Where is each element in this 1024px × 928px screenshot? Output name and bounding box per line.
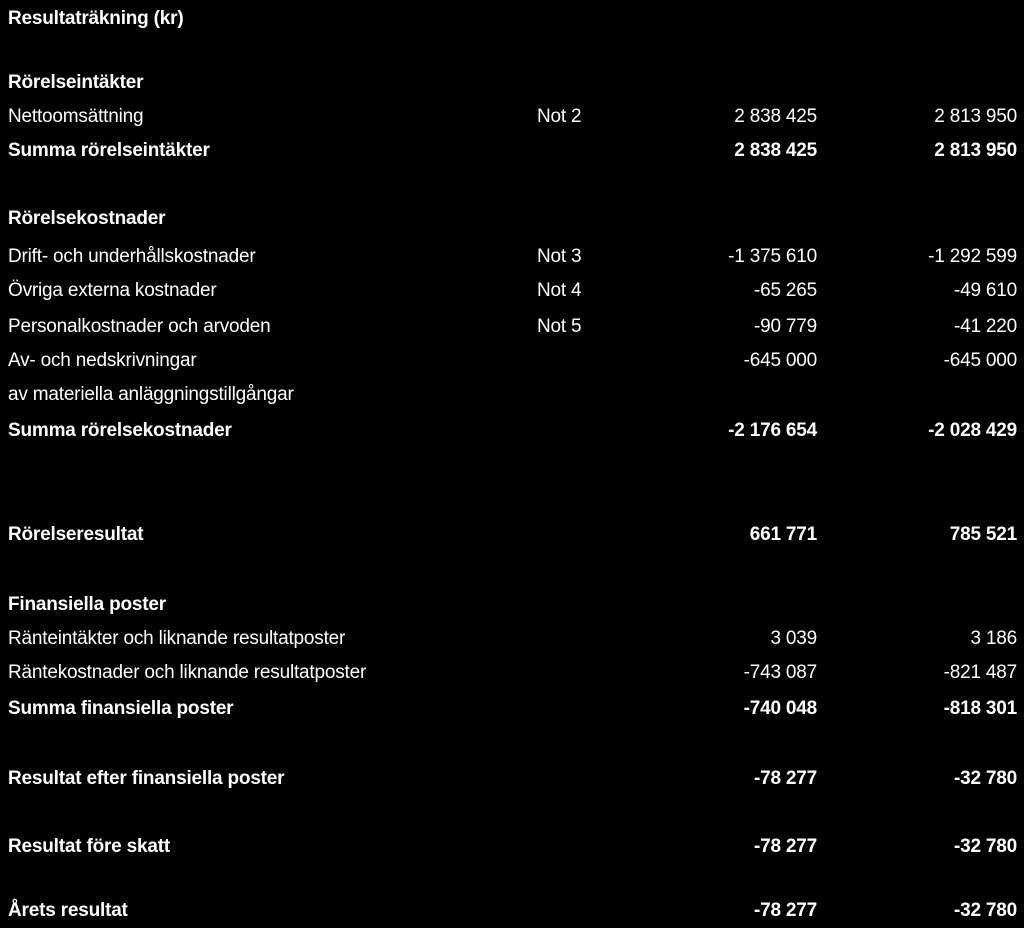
total-row — [0, 692, 1024, 726]
current-year-value: -78 277 — [753, 836, 817, 857]
table-row — [0, 100, 1024, 134]
current-year-value: -65 265 — [753, 280, 817, 301]
result-before-tax-row — [0, 830, 1024, 864]
row-label: Årets resultat — [8, 900, 128, 921]
note-ref: Not 4 — [537, 280, 582, 301]
row-label: Av- och nedskrivningar — [8, 350, 197, 371]
row-label: Ränteintäkter och liknande resultatposter — [8, 628, 346, 649]
current-year-value: 2 838 425 — [734, 140, 817, 161]
row-label: Resultat före skatt — [8, 836, 170, 857]
note-ref: Not 3 — [537, 246, 582, 267]
row-label: Summa finansiella poster — [8, 698, 234, 719]
table-row — [0, 622, 1024, 656]
note-ref: Not 2 — [537, 106, 582, 127]
row-label: Resultat efter finansiella poster — [8, 768, 285, 789]
row-label: Summa rörelsekostnader — [8, 420, 232, 441]
current-year-value: -90 779 — [753, 316, 817, 337]
operating-income-heading-row — [0, 66, 1024, 100]
result-after-financial-row — [0, 762, 1024, 796]
table-row — [0, 344, 1024, 378]
current-year-value: -645 000 — [743, 350, 817, 371]
total-row — [0, 134, 1024, 168]
current-year-value: -78 277 — [753, 900, 817, 921]
total-row — [0, 414, 1024, 448]
section-heading: Finansiella poster — [8, 594, 166, 615]
current-year-value: 3 039 — [770, 628, 817, 649]
previous-year-value: -645 000 — [943, 350, 1017, 371]
row-label: Summa rörelseintäkter — [8, 140, 210, 161]
previous-year-value: -49 610 — [953, 280, 1017, 301]
row-label: Drift- och underhållskostnader — [8, 246, 256, 267]
previous-year-value: 785 521 — [949, 524, 1017, 545]
section-heading: Rörelsekostnader — [8, 208, 166, 229]
current-year-value: -740 048 — [743, 698, 817, 719]
previous-year-value: 2 813 950 — [934, 106, 1017, 127]
row-label: Rörelseresultat — [8, 524, 144, 545]
previous-year-value: 3 186 — [970, 628, 1017, 649]
current-year-value: -78 277 — [753, 768, 817, 789]
table-row — [0, 240, 1024, 274]
current-year-value: -743 087 — [743, 662, 817, 683]
operating-expenses-heading-row — [0, 202, 1024, 236]
row-label: Räntekostnader och liknande resultatposter — [8, 662, 367, 683]
previous-year-value: -818 301 — [943, 698, 1017, 719]
row-label: Personalkostnader och arvoden — [8, 316, 271, 337]
year-result-row — [0, 894, 1024, 928]
current-year-value: -1 375 610 — [728, 246, 817, 267]
statement-title-row — [0, 2, 1024, 36]
previous-year-value: 2 813 950 — [934, 140, 1017, 161]
row-label: Övriga externa kostnader — [8, 280, 217, 301]
previous-year-value: -821 487 — [943, 662, 1017, 683]
previous-year-value: -2 028 429 — [928, 420, 1017, 441]
note-ref: Not 5 — [537, 316, 582, 337]
table-row — [0, 656, 1024, 690]
current-year-value: 2 838 425 — [734, 106, 817, 127]
current-year-value: 661 771 — [749, 524, 817, 545]
current-year-value: -2 176 654 — [728, 420, 817, 441]
operating-result-row — [0, 518, 1024, 552]
row-label: Nettoomsättning — [8, 106, 144, 127]
statement-title: Resultaträkning (kr) — [8, 8, 184, 29]
previous-year-value: -1 292 599 — [928, 246, 1017, 267]
previous-year-value: -32 780 — [953, 768, 1017, 789]
table-row — [0, 274, 1024, 308]
previous-year-value: -41 220 — [953, 316, 1017, 337]
row-label: av materiella anläggningstillgångar — [8, 384, 294, 405]
previous-year-value: -32 780 — [953, 900, 1017, 921]
table-row — [0, 310, 1024, 344]
previous-year-value: -32 780 — [953, 836, 1017, 857]
financial-items-heading-row — [0, 588, 1024, 622]
table-row — [0, 378, 1024, 412]
section-heading: Rörelseintäkter — [8, 72, 144, 93]
